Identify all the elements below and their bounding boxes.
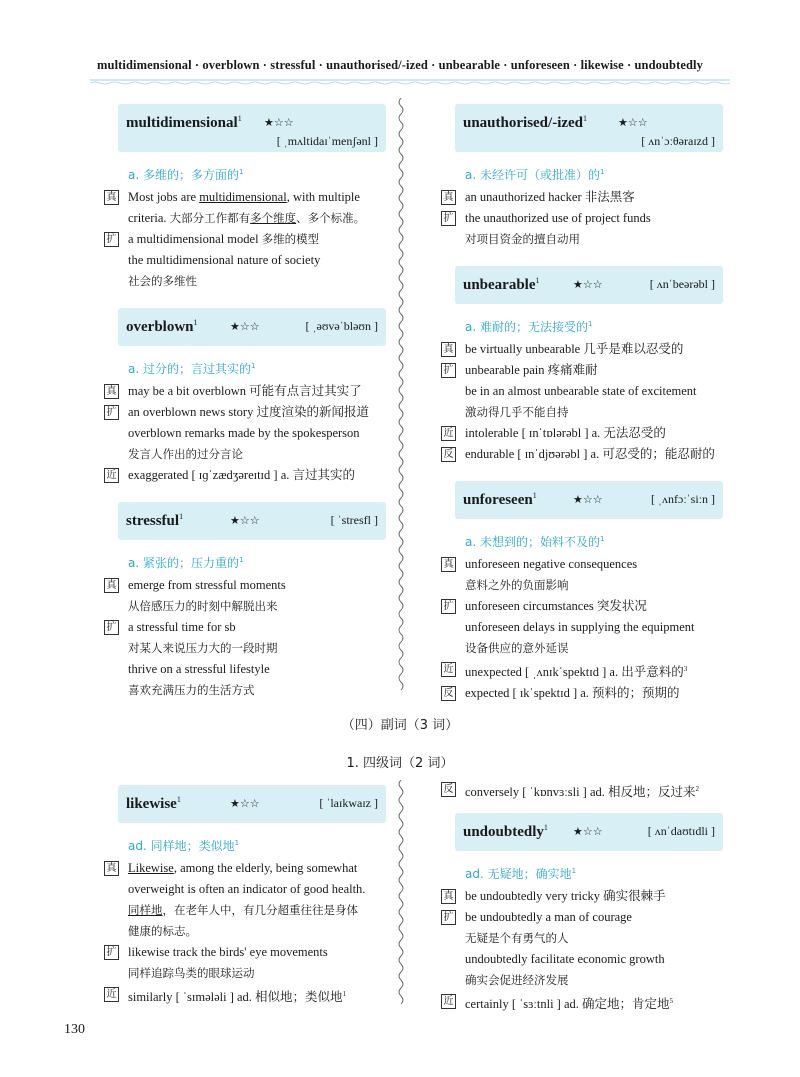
example-line: 对某人来说压力大的一段时期 <box>128 641 278 655</box>
example-line: 同样地，在老年人中，有几分超重往往是身体 <box>128 903 358 917</box>
entry-header-unbearable <box>455 266 723 304</box>
entry-header-undoubtedly <box>455 813 723 851</box>
tag-jin: 近 <box>441 662 456 677</box>
example-line: 反 endurable [ ɪnˈdjʊərəbl ] a. 可忍受的；能忍耐的 <box>441 444 723 465</box>
definition: a. 紧张的；压力重的$^1$ <box>128 556 244 570</box>
tag-zhen: 真 <box>441 889 456 904</box>
headword: undoubtedly$^1$ <box>463 823 548 841</box>
example-line: 真 Likewise, among the elderly, being somewhat <box>104 858 386 879</box>
tag-zhen: 真 <box>441 557 456 572</box>
example-line: 扩 unforeseen circumstances 突发状况 <box>441 596 723 617</box>
tag-zhen: 真 <box>441 342 456 357</box>
example-line: 无疑是个有勇气的人 <box>465 931 569 946</box>
tag-jin: 近 <box>104 987 119 1002</box>
column-divider-bottom <box>394 780 408 1008</box>
right-column-bottom <box>441 779 723 1015</box>
star-rating: ★☆☆ <box>573 494 603 506</box>
entry-header-likewise <box>118 785 386 823</box>
headword: multidimensional$^1$ <box>126 114 242 131</box>
tag-kuo: 扩 <box>104 620 119 635</box>
entry-header-unauthorised <box>455 104 723 152</box>
example-line: 扩 the unauthorized use of project funds <box>441 208 723 229</box>
tag-fan: 反 <box>441 447 456 462</box>
example-line: 近 unexpected [ ˌʌnɪkˈspektɪd ] a. 出乎意料的$^3$ <box>441 659 723 683</box>
definition: ad. 无疑地；确实地$^1$ <box>465 867 577 882</box>
definition: a. 多维的；多方面的$^1$ <box>128 168 244 182</box>
example-line: 近 certainly [ ˈsɜːtnli ] ad. 确定地；肯定地$^5$ <box>441 991 723 1015</box>
example-line: 发言人作出的过分言论 <box>128 447 243 461</box>
subsection-title: 1. 四级词（2 词） <box>346 756 454 771</box>
example-line: the multidimensional nature of society <box>128 253 321 267</box>
example-line: 激动得几乎不能自持 <box>465 405 569 419</box>
headword: unauthorised/-ized$^1$ <box>463 114 588 131</box>
star-rating: ★☆☆ <box>573 279 603 291</box>
example-line: 对项目资金的擅自动用 <box>465 232 580 246</box>
tag-zhen: 真 <box>104 861 119 876</box>
pronunciation: [ ˈstresfl ] <box>330 513 378 527</box>
tag-kuo: 扩 <box>441 363 456 378</box>
definition: a. 过分的；言过其实的$^1$ <box>128 362 256 376</box>
example-line: 扩 a stressful time for sb <box>104 617 386 638</box>
pronunciation: [ ˌmʌltidaɪˈmenʃənl ] <box>276 134 378 148</box>
pronunciation: [ ʌnˈbeərəbl ] <box>649 277 715 291</box>
entry-header-stressful <box>118 502 386 540</box>
example-line: 近 exaggerated [ ɪɡˈzædʒəreɪtɪd ] a. 言过其实的 <box>104 465 386 486</box>
example-line: thrive on a stressful lifestyle <box>128 662 270 676</box>
tag-jin: 近 <box>441 994 456 1009</box>
example-line: 真 may be a bit overblown 可能有点言过其实了 <box>104 381 386 402</box>
example-line: 反 expected [ ɪkˈspektɪd ] a. 预料的；预期的 <box>441 683 723 704</box>
star-rating: ★☆☆ <box>230 515 260 527</box>
star-rating: ★☆☆ <box>618 117 648 129</box>
pronunciation: [ ˈlaɪkwaɪz ] <box>319 796 378 810</box>
example-line: 扩 an overblown news story 过度渲染的新闻报道 <box>104 402 386 423</box>
tag-jin: 近 <box>104 468 119 483</box>
tag-zhen: 真 <box>441 190 456 205</box>
entry-header-unforeseen <box>455 481 723 519</box>
tag-kuo: 扩 <box>104 405 119 420</box>
example-line: overweight is often an indicator of good health. <box>128 882 366 896</box>
tag-kuo: 扩 <box>104 232 119 247</box>
header-rule <box>90 79 730 85</box>
example-line: 设备供应的意外延误 <box>465 641 569 655</box>
tag-zhen: 真 <box>104 578 119 593</box>
example-line: 扩 unbearable pain 疼痛难耐 <box>441 360 723 381</box>
example-line: 真 be undoubtedly very tricky 确实很棘手 <box>441 886 723 907</box>
example-line: overblown remarks made by the spokesperson <box>128 426 360 440</box>
example-line: 反 conversely [ ˈkɒnvɜːsli ] ad. 相反地；反过来$^2$ <box>441 779 723 803</box>
example-line: 真 unforeseen negative consequences <box>441 554 723 575</box>
example-line: 近 similarly [ ˈsɪmələli ] ad. 相似地；类似地$^1$ <box>104 984 386 1008</box>
tag-fan: 反 <box>441 686 456 701</box>
star-rating: ★☆☆ <box>264 117 294 129</box>
headword: unbearable$^1$ <box>463 276 540 293</box>
example-line: criteria. 大部分工作都有多个维度、多个标准。 <box>128 211 366 225</box>
example-line: unforeseen delays in supplying the equipment <box>465 620 695 634</box>
running-header: multidimensional · overblown · stressful · unauthorised/-ized · unbearable · unforeseen · likewise · undoubtedly <box>97 58 703 72</box>
right-column-top <box>441 104 723 704</box>
example-line: be in an almost unbearable state of excitement <box>465 384 697 398</box>
example-line: 同样追踪鸟类的眼球运动 <box>128 966 255 980</box>
pronunciation: [ ˌʌnfɔːˈsiːn ] <box>651 492 715 506</box>
example-line: 真 an unauthorized hacker 非法黑客 <box>441 187 723 208</box>
example-line: 扩 be undoubtedly a man of courage <box>441 907 723 928</box>
example-line: 意料之外的负面影响 <box>465 578 569 592</box>
headword: overblown$^1$ <box>126 318 198 335</box>
definition: ad. 同样地；类似地$^1$ <box>128 839 240 853</box>
example-line: 从倍感压力的时刻中解脱出来 <box>128 599 278 613</box>
tag-kuo: 扩 <box>441 910 456 925</box>
example-line: 健康的标志。 <box>128 924 197 938</box>
example-line: 真 emerge from stressful moments <box>104 575 386 596</box>
example-line: 真 be virtually unbearable 几乎是难以忍受的 <box>441 339 723 360</box>
section-title: （四）副词（3 词） <box>341 718 459 733</box>
pronunciation: [ ˌəʊvəˈbləʊn ] <box>305 319 378 333</box>
column-divider-top <box>394 98 408 694</box>
tag-jin: 近 <box>441 426 456 441</box>
entry-header-overblown <box>118 308 386 346</box>
tag-kuo: 扩 <box>441 211 456 226</box>
definition: a. 难耐的；无法接受的$^1$ <box>465 320 593 334</box>
tag-zhen: 真 <box>104 384 119 399</box>
headword: likewise$^1$ <box>126 795 181 812</box>
example-line: 确实会促进经济发展 <box>465 973 569 988</box>
definition: a. 未经许可（或批准）的$^1$ <box>465 168 605 182</box>
headword: unforeseen$^1$ <box>463 491 537 508</box>
pronunciation: [ ʌnˈdaʊtɪdli ] <box>647 824 715 839</box>
example-line: 真 Most jobs are multidimensional, with multiple <box>104 187 386 208</box>
definition: a. 未想到的；始料不及的$^1$ <box>465 535 605 549</box>
headword: stressful$^1$ <box>126 512 184 529</box>
tag-kuo: 扩 <box>104 945 119 960</box>
star-rating: ★☆☆ <box>230 321 260 333</box>
page-number: 130 <box>64 1022 85 1037</box>
star-rating: ★☆☆ <box>230 798 260 810</box>
example-line: 近 intolerable [ ɪnˈtɒlərəbl ] a. 无法忍受的 <box>441 423 723 444</box>
example-line: 扩 likewise track the birds' eye movements <box>104 942 386 963</box>
left-column-top <box>104 104 386 701</box>
left-column-bottom <box>104 785 386 1008</box>
star-rating: ★☆☆ <box>573 826 603 839</box>
example-line: 扩 a multidimensional model 多维的模型 <box>104 229 386 250</box>
example-line: 社会的多维性 <box>128 274 197 288</box>
tag-fan: 反 <box>441 782 456 797</box>
pronunciation: [ ʌnˈɔːθəraɪzd ] <box>641 134 715 148</box>
example-line: 喜欢充满压力的生活方式 <box>128 683 255 697</box>
entry-header-multidimensional <box>118 104 386 152</box>
tag-zhen: 真 <box>104 190 119 205</box>
example-line: undoubtedly facilitate economic growth <box>465 952 665 967</box>
tag-kuo: 扩 <box>441 599 456 614</box>
